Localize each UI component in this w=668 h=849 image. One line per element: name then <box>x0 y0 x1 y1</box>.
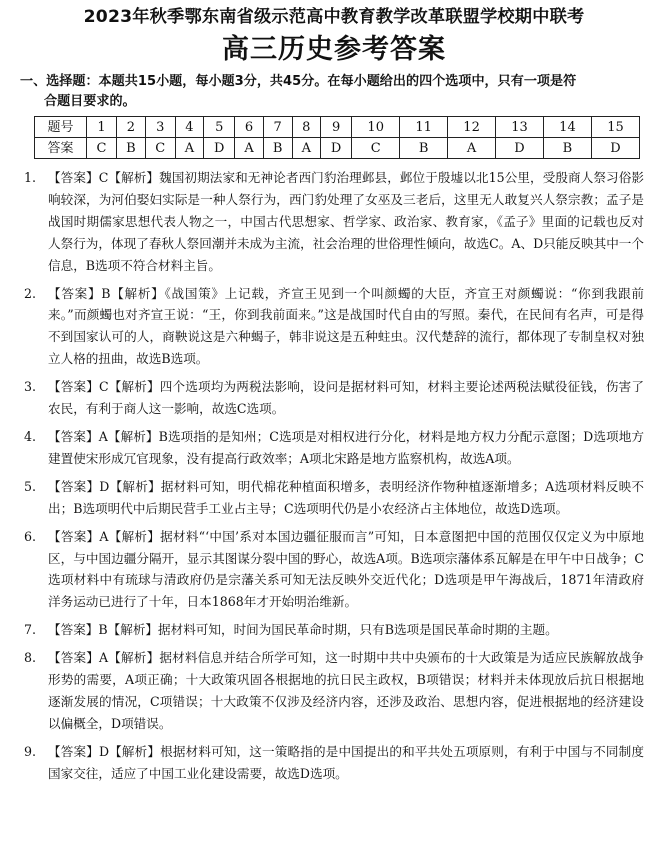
table-cell: 2 <box>116 117 145 138</box>
table-cell: D <box>204 138 235 159</box>
table-cell: D <box>591 138 639 159</box>
table-cell: 8 <box>292 117 320 138</box>
list-item <box>20 376 648 420</box>
list-item <box>20 526 648 614</box>
item-text: 【答案】D【解析】据材料可知，明代棉花种植面积增多，表明经济作物种植逐渐增多；A选项材料反映不出；B选项明代中后期民营手工业占主导；C选项明代仍是小农经济占主体地位，故选D选项。 <box>48 478 644 516</box>
item-text: 【答案】C【解析】四个选项均为两税法影响，设问是据材料可知，材料主要论述两税法赋役征钱，伤害了农民，有利于商人这一影响，故选C选项。 <box>48 379 644 417</box>
list-item <box>20 283 648 371</box>
table-row-numbers <box>35 117 640 138</box>
item-number: 7. <box>24 622 37 638</box>
table-cell: 9 <box>320 117 351 138</box>
table-cell: 11 <box>400 117 448 138</box>
table-cell: B <box>543 138 591 159</box>
list-item <box>20 476 648 520</box>
table-cell: 1 <box>87 117 117 138</box>
table-cell: 5 <box>204 117 235 138</box>
answer-table <box>34 116 640 159</box>
section-line-2: 合题目要求的。 <box>44 94 136 109</box>
exam-title: 2023年秋季鄂东南省级示范高中教育教学改革联盟学校期中联考 <box>83 7 585 27</box>
item-text: 【答案】C【解析】魏国初期法家和无神论者西门豹治理邺县，邺位于殷墟以北15公里，受殷商人祭习俗影响较深，为河伯娶妇实际是一种人祭行为，西门豹处理了女巫及三老后，这里无人敢复兴人祭宗教；孟子是战国时期儒家思想代表人物之一，中国古代思想家、哲学家、政治家、教育家，《孟子》里面的记载也反对人祭行为，体现了春秋人祭回潮并未成为主流，社会治理的世俗理性倾向，故选C。A、D只能反映其中一个信息，B选项不符合材料主旨。 <box>48 170 644 273</box>
table-cell: B <box>116 138 145 159</box>
item-number: 9. <box>24 743 37 759</box>
list-item <box>20 619 648 641</box>
item-text: 【答案】B【解析】据材料可知，时间为国民革命时期，只有B选项是国民革命时期的主题。 <box>48 622 558 638</box>
page-title: 高三历史参考答案 <box>222 34 446 65</box>
table-cell: A <box>448 138 496 159</box>
list-item <box>20 426 648 470</box>
table-cell: C <box>352 138 400 159</box>
table-cell: B <box>400 138 448 159</box>
table-cell: B <box>263 138 292 159</box>
list-item <box>20 647 648 735</box>
table-cell: C <box>87 138 117 159</box>
table-cell: 6 <box>235 117 263 138</box>
item-number: 6. <box>24 528 37 544</box>
item-number: 1. <box>24 170 37 185</box>
item-number: 3. <box>24 379 37 395</box>
table-cell: 3 <box>145 117 175 138</box>
table-cell: D <box>496 138 544 159</box>
table-cell: 14 <box>543 117 591 138</box>
item-text: 【答案】D【解析】根据材料可知，这一策略指的是中国提出的和平共处五项原则，有利于中国与不同制度国家交往，适应了中国工业化建设需要，故选D选项。 <box>48 743 644 781</box>
item-text: 【答案】A【解析】据材料信息并结合所学可知，这一时期中共中央颁布的十大政策是为适应民族解放战争形势的需要，A项正确；十大政策巩固各根据地的抗日民主政权，B项错误；材料并未体现放后抗日根据地逐渐发展的情况，C项错误；十大政策不仅涉及经济内容，还涉及政治、思想内容，促进根据地的经济建设以偏概全，D项错误。 <box>48 650 644 731</box>
item-number: 8. <box>24 650 37 666</box>
section-heading <box>20 72 648 112</box>
table-cell: 13 <box>496 117 544 138</box>
item-text: 【答案】A【解析】据材料“‘中国’系对本国边疆征服而言”可知，日本意图把中国的范围仅仅定义为中原地区，与中国边疆分隔开，显示其图谋分裂中国的野心，故选A项。B选项宗藩体系瓦解是在甲午中日战争；C选项材料中有琉球与清政府仍是宗藩关系可知无法反映外交近代化；D选项是甲午海战后，1871年清政府洋务运动已进行了十年，日本1868年才开始明治维新。 <box>48 528 644 610</box>
table-cell: 7 <box>263 117 292 138</box>
item-number: 4. <box>24 428 37 444</box>
table-cell: C <box>145 138 175 159</box>
table-cell: 12 <box>448 117 496 138</box>
table-cell: D <box>320 138 351 159</box>
table-row-answers <box>35 138 640 159</box>
item-text: 【答案】B【解析】《战国策》上记载，齐宣王见到一个叫颜蠋的大臣，齐宣王对颜蠋说：“你到我跟前来。”而颜蠋也对齐宣王说：“王，你到我前面来。”这是战国时代自由的写照。秦代，在民间有名声，可是得不到国家认可的人，商鞅说这是六种蝎子，韩非说这是五种蛀虫。汉代楚辞的流行，都体现了专制皇权对独立人格的扭曲，故选B选项。 <box>48 285 644 367</box>
row-label-answer: 答案 <box>35 138 87 159</box>
table-cell: A <box>235 138 263 159</box>
item-number: 2. <box>24 285 37 301</box>
table-cell: 4 <box>175 117 203 138</box>
row-label-number: 题号 <box>35 117 87 138</box>
table-cell: A <box>292 138 320 159</box>
answer-explanations <box>20 167 648 785</box>
list-item <box>20 741 648 785</box>
item-text: 【答案】A【解析】B选项指的是知州；C选项是对相权进行分化，材料是地方权力分配示意图；D选项地方建置使宋形成冗官现象，没有提高行政效率；A项北宋路是地方监察机构，故选A项。 <box>48 428 644 466</box>
table-cell: A <box>175 138 203 159</box>
table-cell: 10 <box>352 117 400 138</box>
table-cell: 15 <box>591 117 639 138</box>
item-number: 5. <box>24 478 37 494</box>
list-item <box>20 167 648 277</box>
section-line-1: 一、选择题：本题共15小题，每小题3分，共45分。在每小题给出的四个选项中，只有一项是符 <box>20 74 577 89</box>
